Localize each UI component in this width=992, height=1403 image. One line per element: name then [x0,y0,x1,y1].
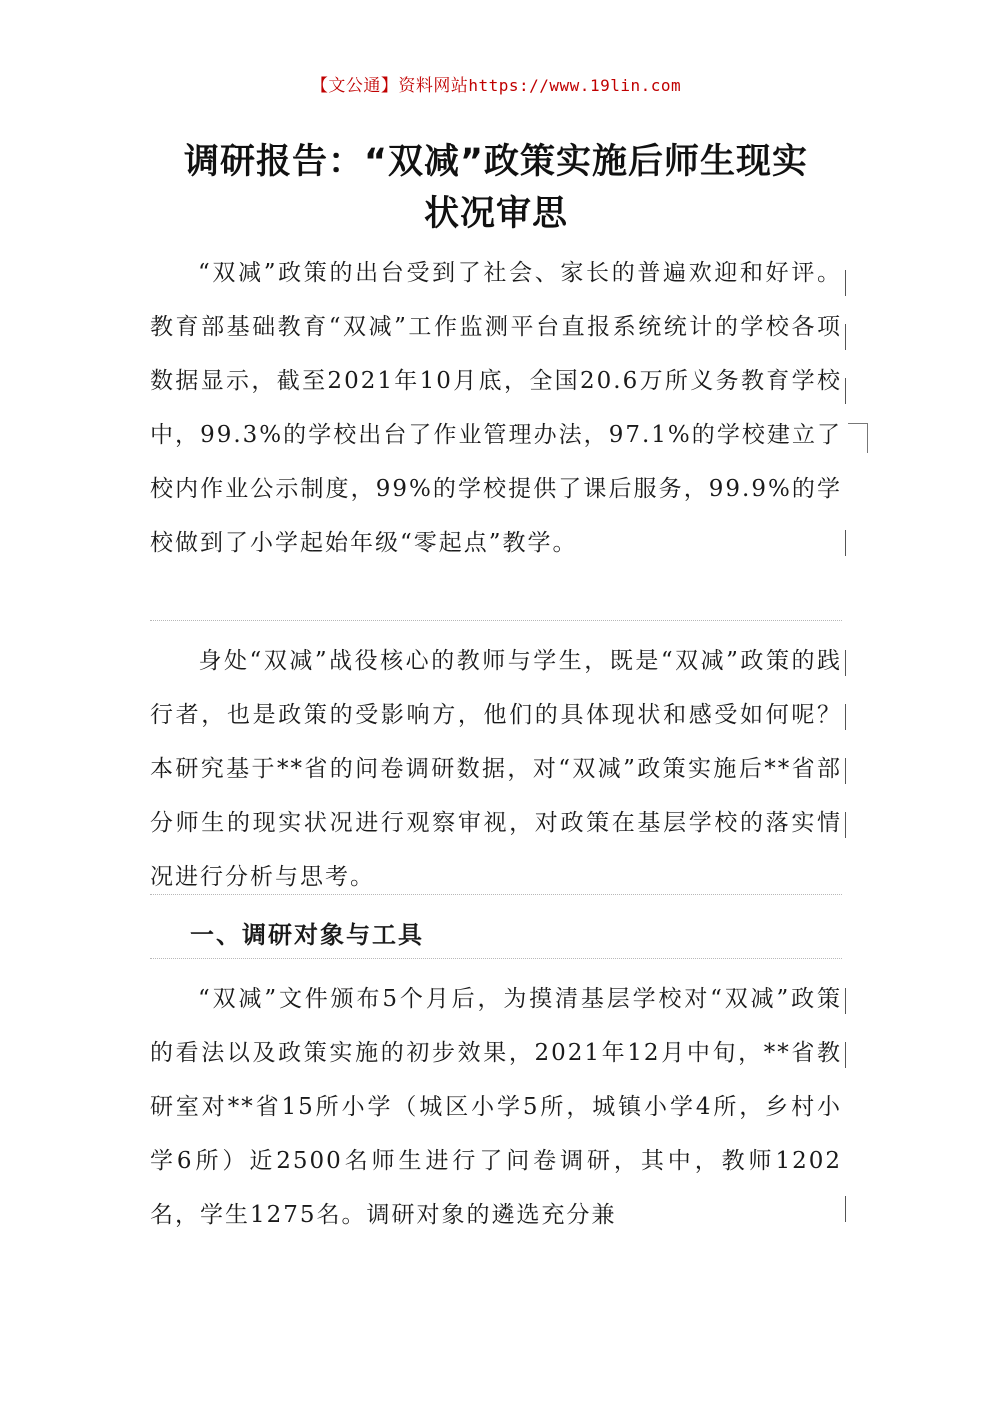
header-url-link[interactable]: https://www.19lin.com [468,76,682,95]
paragraph-context-text: 身处“双减”战役核心的教师与学生，既是“双减”政策的践行者，也是政策的受影响方，他们的具体现状和感受如何呢？本研究基于**省的问卷调研数据，对“双减”政策实施后**省部分师生的现实状况进行观察审视，对政策在基层学校的落实情况进行分析与思考。 [150,648,842,890]
margin-mark [845,704,846,730]
paragraph-intro [150,246,842,570]
margin-corner-mark [848,423,868,453]
paragraph-divider [150,894,842,895]
margin-mark [845,1196,846,1222]
margin-mark [845,324,846,350]
section-heading: 一、调研对象与工具 [190,921,424,949]
paragraph-survey-text: “双减”文件颁布5个月后，为摸清基层学校对“双减”政策的看法以及政策实施的初步效果，2021年12月中旬，**省教研室对**省15所小学（城区小学5所，城镇小学4所，乡村小学6所）近2500名师生进行了问卷调研，其中，教师1202名，学生1275名。调研对象的遴选充分兼 [150,986,842,1228]
header-banner [0,74,992,98]
document-title-line2: 状况审思 [423,194,568,234]
margin-mark [845,812,846,838]
header-brand: 【文公通】资料网站 [310,76,469,96]
document-title [150,136,842,240]
paragraph-context [150,634,842,904]
paragraph-intro-text: “双减”政策的出台受到了社会、家长的普遍欢迎和好评。教育部基础教育“双减”工作监测平台直报系统统计的学校各项数据显示，截至2021年10月底，全国20.6万所义务教育学校中，99.3%的学校出台了作业管理办法，97.1%的学校建立了校内作业公示制度，99%的学校提供了课后服务，99.9%的学校做到了小学起始年级“零起点”教学。 [150,260,842,556]
margin-mark [845,270,846,296]
margin-mark [845,988,846,1014]
margin-mark [845,530,846,556]
margin-mark [845,1042,846,1068]
paragraph-divider [150,620,842,621]
paragraph-survey [150,972,842,1242]
margin-mark [845,758,846,784]
margin-mark [845,378,846,404]
document-title-line1: 调研报告：“双减”政策实施后师生现实 [183,142,808,182]
margin-mark [845,650,846,676]
paragraph-divider [150,958,842,959]
